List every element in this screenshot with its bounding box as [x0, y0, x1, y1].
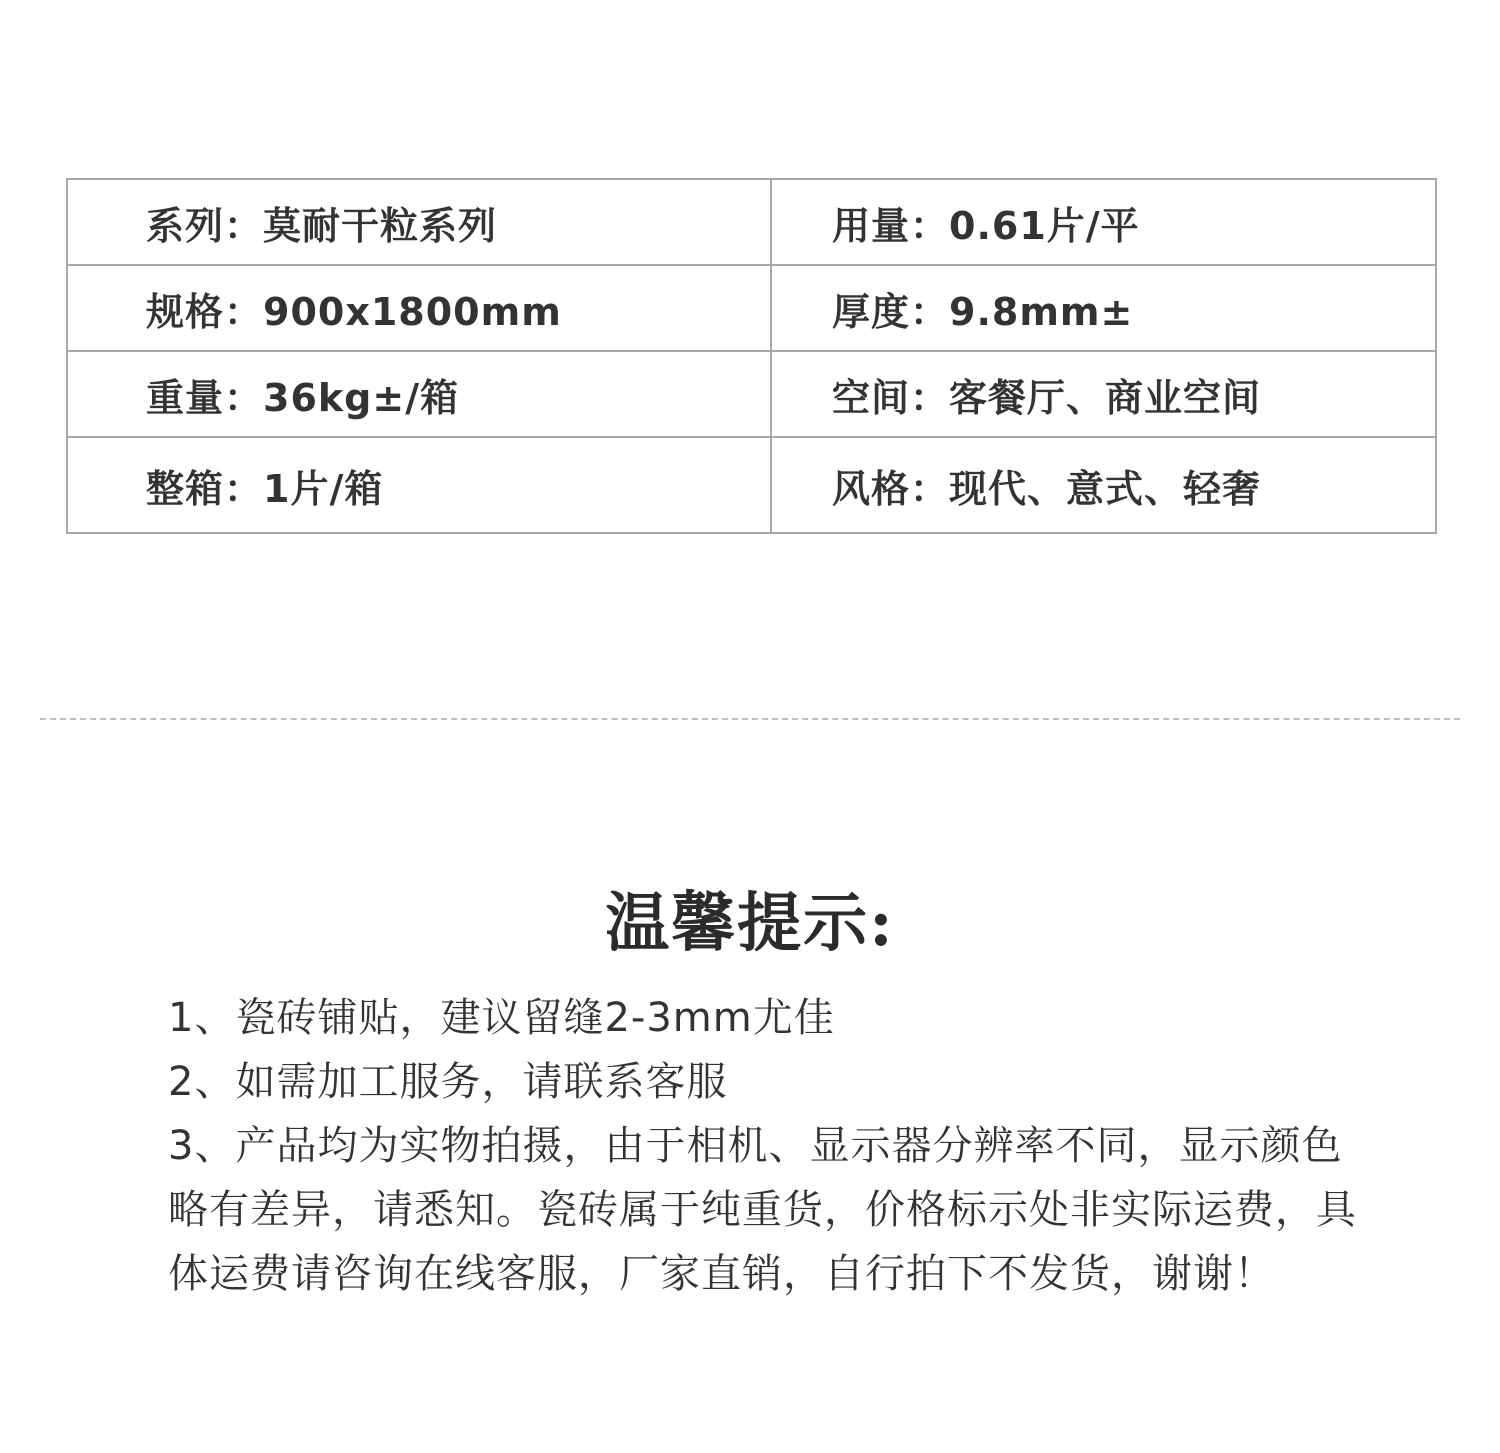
spec-weight: 重量：36kg±/箱 — [67, 351, 771, 437]
spec-table — [66, 178, 1437, 534]
tips-list — [168, 986, 1368, 1306]
spec-usage: 用量：0.61片/平 — [771, 179, 1436, 265]
spec-row-size — [67, 265, 1436, 351]
spec-series: 系列：莫耐干粒系列 — [67, 179, 771, 265]
dashed-divider — [40, 718, 1460, 720]
spec-row-box — [67, 437, 1436, 533]
tip-item-2: 2、如需加工服务，请联系客服 — [168, 1059, 728, 1105]
spec-row-series — [67, 179, 1436, 265]
spec-size: 规格：900x1800mm — [67, 265, 771, 351]
tip-item-3: 3、产品均为实物拍摄，由于相机、显示器分辨率不同，显示颜色略有差异，请悉知。瓷砖属于纯重货，价格标示处非实际运费，具体运费请咨询在线客服，厂家直销，自行拍下不发货，谢谢！ — [168, 1123, 1357, 1297]
spec-space: 空间：客餐厅、商业空间 — [771, 351, 1436, 437]
spec-box: 整箱：1片/箱 — [67, 437, 771, 533]
tip-item-1: 1、瓷砖铺贴，建议留缝2-3mm尤佳 — [168, 995, 835, 1041]
spec-style: 风格：现代、意式、轻奢 — [771, 437, 1436, 533]
spec-thickness: 厚度：9.8mm± — [771, 265, 1436, 351]
tips-title: 温馨提示: — [605, 886, 895, 961]
spec-row-weight — [67, 351, 1436, 437]
